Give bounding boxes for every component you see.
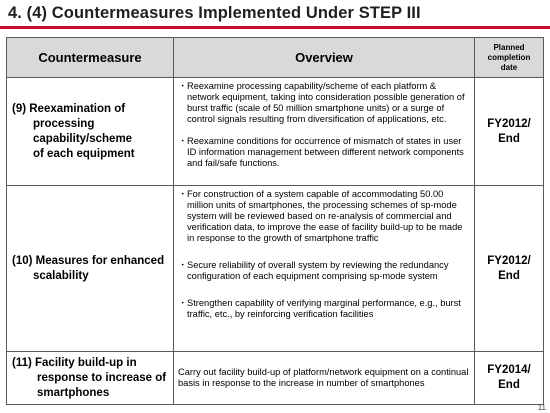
table-row: [7, 78, 544, 186]
bullet-dot-icon: ・: [178, 189, 188, 199]
overview-bullet: [178, 189, 470, 244]
table-row: [7, 186, 544, 352]
countermeasure-name-line: response to increase of: [37, 371, 167, 384]
countermeasure-cell: [7, 78, 174, 186]
countermeasure-name-line: of each equipment: [33, 147, 135, 160]
overview-bullet: [178, 260, 470, 282]
completion-date-cell: [475, 352, 544, 405]
overview-bullet: [178, 298, 470, 320]
overview-bullet-text: For construction of a system capable of accommodating 50.00 million units of smartphones, the processing schemes of sp-mode system will be reviewed based on re-analysis of commercial and verification data, to improve the ease of facility build-up to be made in response to the growth of smartphone traffic: [187, 189, 463, 243]
countermeasure-name-line: processing: [33, 117, 95, 130]
header-overview: Overview: [174, 38, 475, 78]
bullet-dot-icon: ・: [178, 298, 188, 308]
completion-date-line: End: [498, 379, 520, 391]
countermeasure-cell: [7, 186, 174, 352]
overview-bullet: [178, 81, 470, 125]
header-date-line: date: [500, 62, 518, 72]
overview-bullet: [178, 136, 470, 169]
page-number: 11: [537, 403, 546, 412]
completion-date-line: FY2014/: [487, 364, 531, 376]
completion-date-cell: [475, 186, 544, 352]
header-date-line: Planned: [493, 42, 525, 52]
completion-date-line: FY2012/: [487, 117, 531, 130]
overview-cell: [174, 78, 475, 186]
bullet-dot-icon: ・: [178, 136, 188, 146]
completion-date-cell: [475, 78, 544, 186]
bullet-dot-icon: ・: [178, 260, 188, 270]
countermeasure-cell: [7, 352, 174, 405]
overview-bullet-text: Reexamine conditions for occurrence of mismatch of states in user ID information management between different network components and fail/safe functions.: [187, 136, 464, 168]
countermeasure-name-line: capability/scheme: [33, 132, 133, 145]
bullet-dot-icon: ・: [178, 81, 188, 91]
header-countermeasure: Countermeasure: [7, 38, 174, 78]
overview-bullet-text: Reexamine processing capability/scheme of each platform & network equipment, taking into consideration possible generation of burst traffic (scale of 50 million smartphone units) or a surge of control signals resulting from diversification of applications, etc.: [187, 81, 465, 124]
slide-title: 4. (4) Countermeasures Implemented Under STEP III: [8, 4, 421, 22]
completion-date-line: End: [498, 269, 520, 282]
completion-date-line: End: [498, 132, 520, 145]
countermeasure-name-line: smartphones: [37, 386, 110, 399]
table-row: [7, 352, 544, 405]
title-divider: [0, 26, 550, 29]
countermeasure-name-line: (10) Measures for enhanced: [12, 254, 165, 267]
overview-text: Carry out facility build-up of platform/network equipment on a continual basis in response to the increase in number of smartphones: [178, 367, 469, 388]
table-header-row: [7, 38, 544, 78]
overview-bullet-text: Strengthen capability of verifying marginal performance, e.g., burst traffic, etc., by reinforcing verification facilities: [187, 298, 461, 319]
overview-cell: [174, 186, 475, 352]
overview-cell: [174, 352, 475, 405]
header-planned-completion-date: [475, 38, 544, 78]
countermeasures-table: [6, 37, 544, 405]
countermeasure-name-line: scalability: [33, 269, 89, 282]
header-date-line: completion: [487, 52, 531, 62]
overview-bullet-text: Secure reliability of overall system by reviewing the redundancy configuration of each equipment comprising sp-mode system: [187, 260, 449, 281]
completion-date-line: FY2012/: [487, 254, 531, 267]
countermeasure-name-line: (9) Reexamination of: [12, 102, 126, 115]
countermeasure-name-line: (11) Facility build-up in: [12, 356, 137, 369]
